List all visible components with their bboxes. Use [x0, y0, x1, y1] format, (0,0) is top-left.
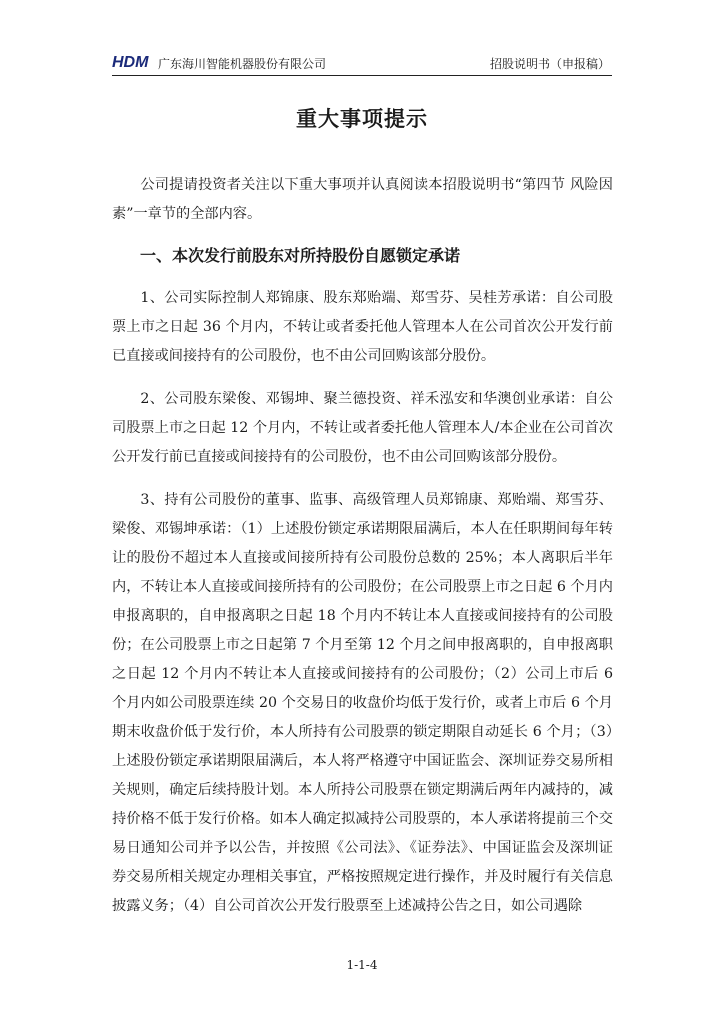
section-heading: 一、本次发行前股东对所持股份自愿锁定承诺: [140, 246, 461, 265]
svg-text:HDM: HDM: [112, 54, 149, 70]
commitment-item-1: 1、公司实际控制人郑锦康、股东郑贻端、郑雪芬、吴桂芳承诺：自公司股票上市之日起 36 个月内，不转让或者委托他人管理本人在公司首次公开发行前已直接或间接持有的公司股份，也不由公司回购该部分股份。: [112, 290, 613, 364]
document-type: 招股说明书（申报稿）: [489, 57, 610, 71]
commitment-item-2: 2、公司股东梁俊、邓锡坤、聚兰德投资、祥禾泓安和华澳创业承诺：自公司股票上市之日起 12 个月内，不转让或者委托他人管理本人/本企业在公司首次公开发行前已直接或间接持有的公司股份，也不由公司回购该部分股份。: [112, 391, 613, 465]
company-logo: [112, 52, 154, 70]
page-header: [112, 52, 612, 76]
company-name: 广东海川智能机器股份有限公司: [158, 57, 327, 71]
header-rule: [112, 75, 612, 76]
page-number: 1-1-4: [346, 958, 378, 972]
page-title: 重大事项提示: [296, 106, 428, 131]
intro-paragraph: 公司提请投资者关注以下重大事项并认真阅读本招股说明书“第四节 风险因素”一章节的全部内容。: [112, 177, 613, 222]
commitment-item-3: 3、持有公司股份的董事、监事、高级管理人员郑锦康、郑贻端、郑雪芬、梁俊、邓锡坤承诺：（1）上述股份锁定承诺期限届满后，本人在任职期间每年转让的股份不超过本人直接或间接所持有公司股份总数的 25%；本人离职后半年内，不转让本人直接或间接所持有的公司股份；在公司股票上市之日起 6 个月内申报离职的，自申报离职之日起 18 个月内不转让本人直接或间接持有的公司股份；在公司股票上市之日起第 7 个月至第 12 个月之间申报离职的，自申报离职之日起 12 个月内不转让本人直接或间接持有的公司股份；（2）公司上市后 6 个月内如公司股票连续 20 个交易日的收盘价均低于发行价，或者上市后 6 个月期末收盘价低于发行价，本人所持有公司股票的锁定期限自动延长 6 个月；（3）上述股份锁定承诺期限届满后，本人将严格遵守中国证监会、深圳证券交易所相关规则，确定后续持股计划。本人所持公司股票在锁定期满后两年内减持的，减持价格不低于发行价格。如本人确定拟减持公司股票的，本人承诺将提前三个交易日通知公司并予以公告，并按照《公司法》、《证券法》、中国证监会及深圳证券交易所相关规定办理相关事宜，严格按照规定进行操作，并及时履行有关信息披露义务；（4）自公司首次公开发行股票至上述减持公告之日，如公司遇除: [112, 492, 613, 914]
